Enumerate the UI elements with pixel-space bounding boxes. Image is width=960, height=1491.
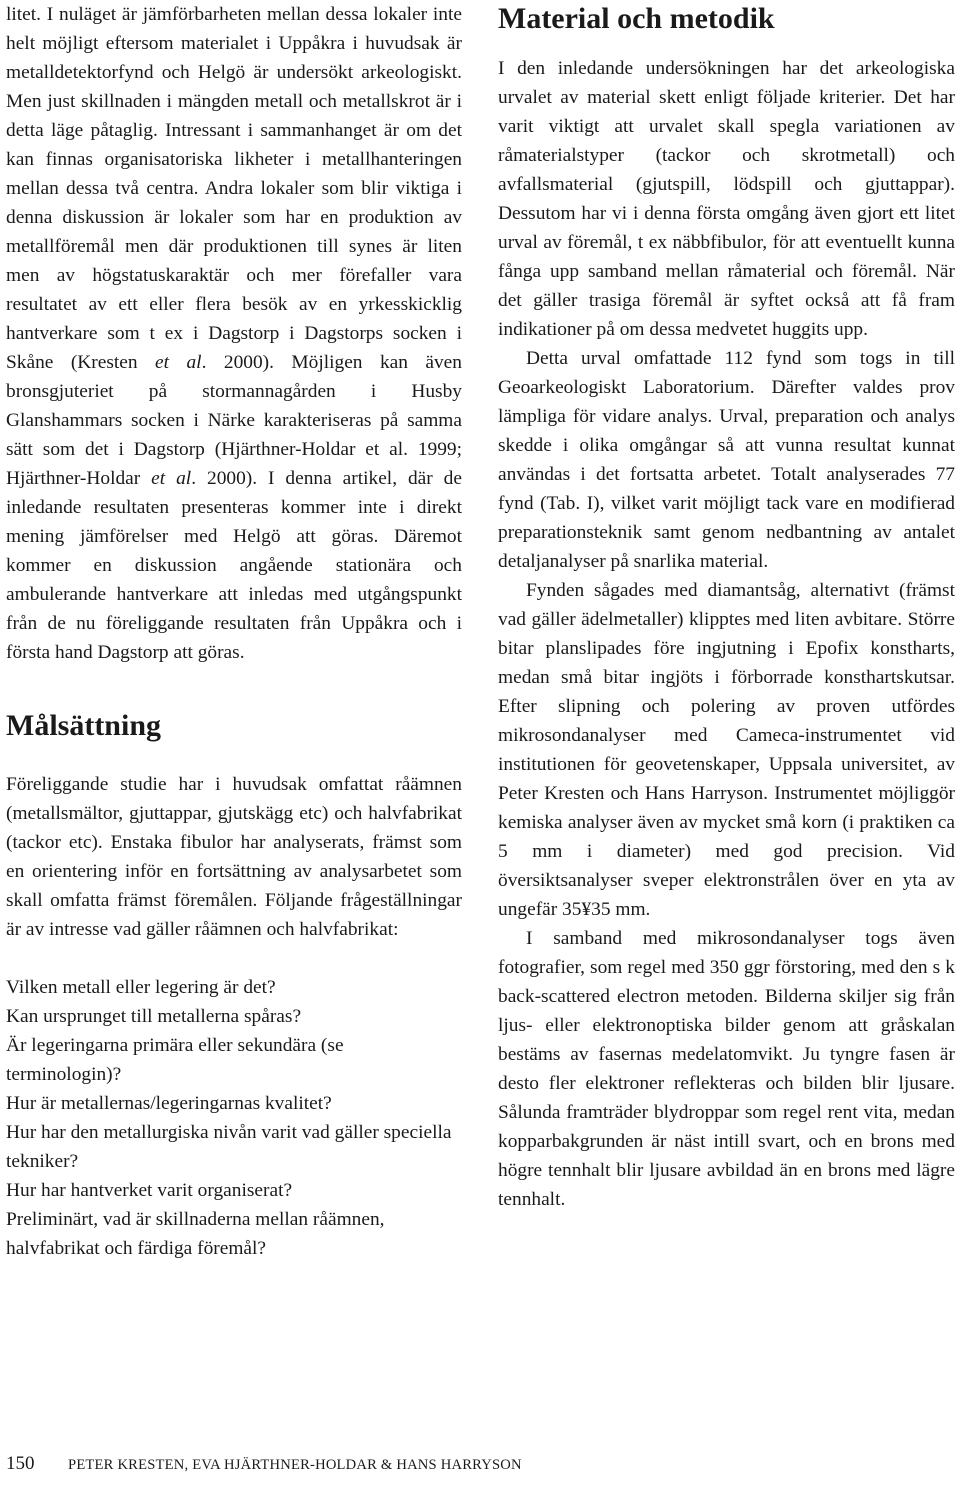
- list-item: Hur har den metallurgiska nivån varit vad gäller speciella tekniker?: [6, 1122, 452, 1172]
- section-heading: Material och metodik: [498, 2, 775, 35]
- emphasis: et al: [151, 468, 192, 489]
- right-column: [498, 0, 955, 1214]
- body-paragraph: I den inledande undersökningen har det arkeologiska urvalet av material skett enligt följade kriterier. Det har varit viktigt att urvalet skall spegla variationen av råmaterialstyper (tackor och skrotmetall) och avfallsmaterial (gjutspill, lödspill och gjuttappar). Dessutom har vi i denna första omgång även gjort ett litet urval av föremål, t ex näbbfibulor, för att eventuellt kunna fånga upp samband mellan råmaterial och föremål. När det gäller trasiga föremål är syftet också att få fram indikationer på om dessa medvetet huggits upp.: [498, 58, 955, 340]
- list-item: Hur är metallernas/legeringarnas kvalitet?: [6, 1093, 332, 1114]
- section-heading: Målsättning: [6, 709, 162, 742]
- page-footer: [6, 1452, 522, 1477]
- list-item: Vilken metall eller legering är det?: [6, 977, 276, 998]
- body-paragraph: I samband med mikrosondanalyser togs även fotografier, som regel med 350 ggr förstoring, med den s k back-scattered electron metoden. Bilderna skiljer sig från ljus- eller elektronoptiska bilder genom att gråskalan bestäms av fasernas medelatomvikt. Ju tyngre fasen är desto fler elektroner reflekteras och bilden blir ljusare. Sålunda framträder blydroppar som regel rent vita, medan kopparbakgrunden är näst intill svart, och en brons med högre tennhalt blir ljusare avbildad än en brons med lägre tennhalt.: [498, 928, 955, 1210]
- list-item: Kan ursprunget till metallerna spåras?: [6, 1006, 302, 1027]
- page-number: 150: [6, 1453, 35, 1474]
- list-item: Preliminärt, vad är skillnaderna mellan råämnen, halvfabrikat och färdiga föremål?: [6, 1209, 385, 1259]
- body-paragraph: Fynden sågades med diamantsåg, alternativt (främst vad gäller ädelmetaller) klipptes med liten avbitare. Större bitar planslipades före ingjutning i Epofix konstharts, medan små bitar ingjöts i förborrade konsthartskutsar. Efter slipning och polering av proven utfördes mikrosondanalyser med Cameca-instrumentet vid institutionen för geovetenskaper, Uppsala universitet, av Peter Kresten och Hans Harryson. Instrumentet möjliggör kemiska analyser även av mycket små korn (i praktiken ca 5 mm i diameter) med god precision. Vid översiktsanalyser sveper elektronstrålen över en yta av ungefär 35¥35 mm.: [498, 580, 955, 920]
- left-column: [6, 0, 462, 1263]
- body-paragraph: Föreliggande studie har i huvudsak omfattat råämnen (metallsmältor, gjuttappar, gjutskägg etc) och halvfabrikat (tackor etc). Enstaka fibulor har analyserats, främst som en orientering inför en fortsättning av analysarbetet som skall omfatta främst föremålen. Följande frågeställningar är av intresse vad gäller råämnen och halvfabrikat:: [6, 774, 462, 940]
- list-item: Är legeringarna primära eller sekundära (se terminologin)?: [6, 1035, 344, 1085]
- body-paragraph: Detta urval omfattade 112 fynd som togs in till Geoarkeologiskt Laboratorium. Därefter valdes prov lämpliga för vidare analys. Urval, preparation och analys skedde i olika omgångar så att vunna resultat kunnat användas i det fortsatta arbetet. Totalt analyserades 77 fynd (Tab. I), vilket varit möjligt tack vare en modifierad preparationsteknik samt genom nedbantning av antalet detaljanalyser på snarlika material.: [498, 348, 955, 572]
- running-footer-authors: PETER KRESTEN, EVA HJÄRTHNER-HOLDAR & HANS HARRYSON: [68, 1457, 522, 1473]
- body-paragraph: litet. I nuläget är jämförbarheten mellan dessa lokaler inte helt möjligt eftersom materialet i Uppåkra i huvudsak är metalldetektorfynd och Helgö är undersökt arkeologiskt. Men just skillnaden i mängden metall och metallskrot är i detta läge påtaglig. Intressant i sammanhanget är om det kan finnas organisatoriska likheter i metallhanteringen mellan dessa två centra. Andra lokaler som blir viktiga i denna diskussion är lokaler som har en produktion av metallföremål men där produktionen till synes är liten men av högstatuskaraktär och mer förefaller vara resultatet av ett eller flera besök av en yrkesskicklig hantverkare som t ex i Dagstorp i Dagstorps socken i Skåne (Kresten et al. 2000). Möjligen kan även bronsgjuteriet på stormannagården i Husby Glanshammars socken i Närke karakteriseras på samma sätt som det i Dagstorp (Hjärthner-Holdar et al. 1999; Hjärthner-Holdar et al. 2000). I denna artikel, där de inledande resultaten presenteras kommer inte i direkt mening jämförelser med Helgö att göras. Däremot kommer en diskussion angående stationära och ambulerande hantverkare att inledas med utgångspunkt från de nu föreliggande resultaten från Uppåkra och i första hand Dagstorp att göras.: [6, 4, 462, 663]
- emphasis: et al: [155, 352, 202, 373]
- list-item: Hur har hantverket varit organiserat?: [6, 1180, 293, 1201]
- question-list: [6, 973, 462, 1263]
